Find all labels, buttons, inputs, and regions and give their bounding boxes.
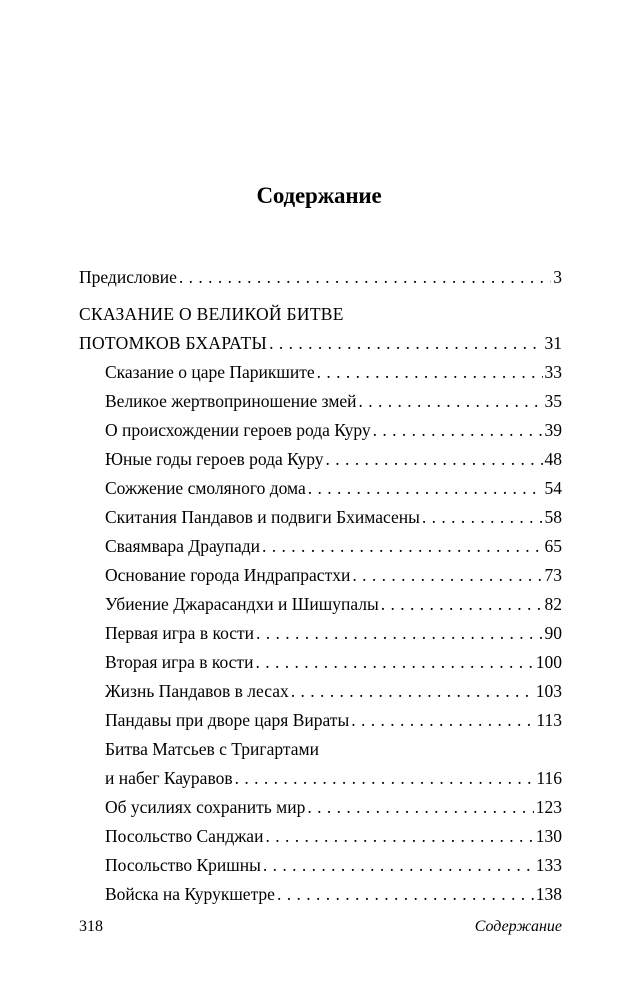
toc-entry[interactable] (79, 474, 562, 503)
toc-entry-title: Войска на Курукшетре (105, 884, 275, 904)
toc-page-number: 103 (535, 681, 562, 701)
toc-entry[interactable] (79, 387, 562, 416)
dot-leader (352, 561, 542, 590)
dot-leader (351, 706, 534, 735)
running-title: Содержание (474, 918, 562, 935)
toc-entry[interactable] (79, 503, 562, 532)
toc-entry[interactable] (79, 263, 562, 292)
page-footer (79, 915, 562, 939)
toc-entry[interactable] (79, 300, 562, 358)
dot-leader (255, 648, 533, 677)
toc-page-number: 65 (544, 536, 562, 556)
toc-entry-title: Убиение Джарасандхи и Шишупалы (105, 594, 379, 614)
toc-entry[interactable] (79, 706, 562, 735)
toc-entry-title: Сожжение смоляного дома (105, 478, 306, 498)
toc-page-number: 123 (535, 797, 562, 817)
toc-entry[interactable] (79, 735, 562, 793)
dot-leader (359, 387, 543, 416)
dot-leader (381, 590, 543, 619)
toc-entry-title: ПОТОМКОВ БХАРАТЫ (79, 333, 268, 353)
toc-entry[interactable] (79, 358, 562, 387)
toc-page-number: 73 (544, 565, 562, 585)
toc-page-number: 48 (544, 449, 562, 469)
toc-entry-title: Пандавы при дворе царя Вираты (105, 710, 350, 730)
toc-entry[interactable] (79, 590, 562, 619)
toc-page-number: 33 (544, 362, 562, 382)
dot-leader (422, 503, 543, 532)
dot-leader (256, 619, 542, 648)
toc-entry[interactable] (79, 851, 562, 880)
toc-entry[interactable] (79, 822, 562, 851)
dot-leader (308, 474, 543, 503)
toc-page-number: 82 (544, 594, 562, 614)
toc-entry-title: Сваямвара Драупади (105, 536, 261, 556)
toc-entry[interactable] (79, 619, 562, 648)
toc-entry-title: и набег Кауравов (105, 768, 233, 788)
toc-entry[interactable] (79, 793, 562, 822)
toc-page-number: 39 (544, 420, 562, 440)
toc-page-number: 31 (544, 333, 562, 353)
toc-page-number: 90 (544, 623, 562, 643)
toc-entry-title: Жизнь Пандавов в лесах (105, 681, 289, 701)
toc-page-number: 3 (553, 267, 562, 287)
toc-entry-title: Предисловие (79, 267, 177, 287)
toc-entry-title: Скитания Пандавов и подвиги Бхимасены (105, 507, 420, 527)
toc-page-number: 116 (536, 768, 562, 788)
dot-leader (269, 329, 542, 358)
page-number: 318 (79, 918, 103, 935)
toc-entry[interactable] (79, 677, 562, 706)
toc-page-number: 133 (535, 855, 562, 875)
toc-entry-title: Об усилиях сохранить мир (105, 797, 306, 817)
table-of-contents (79, 263, 562, 909)
toc-entry[interactable] (79, 561, 562, 590)
toc-page-number: 100 (535, 652, 562, 672)
toc-entry[interactable] (79, 532, 562, 561)
dot-leader (263, 851, 534, 880)
toc-entry-title: Вторая игра в кости (105, 652, 254, 672)
page-title: Содержание (256, 183, 382, 208)
toc-page-number: 54 (544, 478, 562, 498)
toc-page-number: 138 (535, 884, 562, 904)
toc-entry-title: Великое жертвоприношение змей (105, 391, 357, 411)
toc-entry-title: Посольство Кришны (105, 855, 261, 875)
dot-leader (326, 445, 543, 474)
toc-entry[interactable] (79, 648, 562, 677)
toc-entry-title: О происхождении героев рода Куру (105, 420, 371, 440)
toc-page-number: 35 (544, 391, 562, 411)
dot-leader (317, 358, 543, 387)
toc-page-number: 58 (544, 507, 562, 527)
dot-leader (307, 793, 533, 822)
dot-leader (235, 764, 535, 793)
toc-page-number: 113 (536, 710, 562, 730)
toc-page-number: 130 (535, 826, 562, 846)
toc-entry-title: Основание города Индрапрастхи (105, 565, 351, 585)
toc-entry-title: Первая игра в кости (105, 623, 255, 643)
toc-entry[interactable] (79, 416, 562, 445)
toc-entry-title: Посольство Санджаи (105, 826, 264, 846)
toc-entry-title: Юные годы героев рода Куру (105, 449, 324, 469)
dot-leader (277, 880, 534, 909)
toc-entry-title: Сказание о царе Парикшите (105, 362, 315, 382)
toc-entry-title: СКАЗАНИЕ О ВЕЛИКОЙ БИТВЕ (79, 304, 344, 324)
toc-entry-title: Битва Матсьев с Тригартами (105, 739, 319, 759)
dot-leader (262, 532, 542, 561)
toc-entry[interactable] (79, 445, 562, 474)
dot-leader (179, 263, 551, 292)
dot-leader (373, 416, 543, 445)
toc-entry[interactable] (79, 880, 562, 909)
dot-leader (291, 677, 534, 706)
dot-leader (265, 822, 533, 851)
